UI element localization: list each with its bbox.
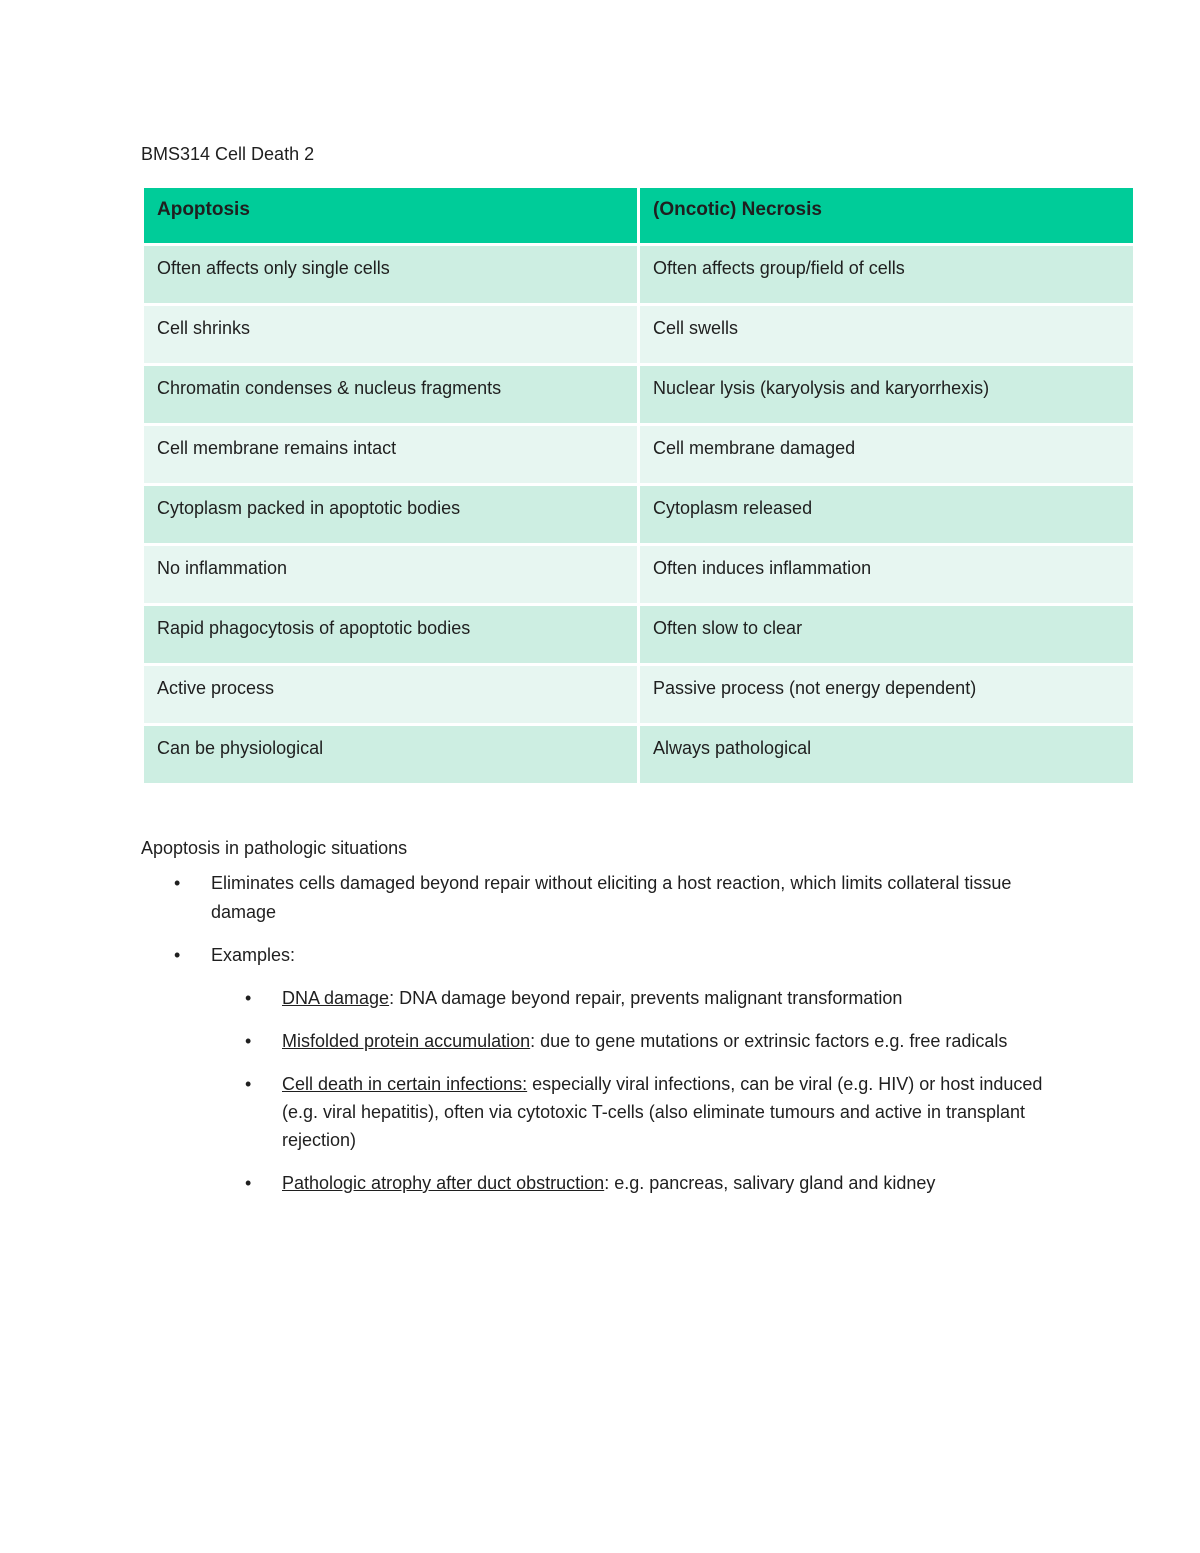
list-item [141,941,1081,1197]
table-cell: Rapid phagocytosis of apoptotic bodies [144,606,637,663]
table-cell: No inflammation [144,546,637,603]
table-cell: Cytoplasm released [640,486,1133,543]
bullet-icon: • [174,873,181,893]
table-cell: Cell membrane remains intact [144,426,637,483]
list-item-text: Eliminates cells damaged beyond repair without eliciting a host reaction, which limits collateral tissue damage [211,873,1012,922]
table-row [144,546,1133,603]
comparison-table [141,185,1136,786]
table-cell: Active process [144,666,637,723]
list-item [141,869,1081,927]
table-cell: Cell swells [640,306,1133,363]
example-term: Misfolded protein accumulation [282,1031,531,1051]
table-row [144,726,1133,783]
table-row [144,426,1133,483]
bullet-icon: • [245,1031,252,1051]
bullet-icon: • [245,1074,252,1094]
pathologic-apoptosis-section [141,838,1081,1212]
document-title: BMS314 Cell Death 2 [141,144,315,164]
example-item [141,1070,1081,1154]
table-cell: Chromatin condenses & nucleus fragments [144,366,637,423]
table-row [144,366,1133,423]
table-cell: Nuclear lysis (karyolysis and karyorrhexis) [640,366,1133,423]
example-term: Cell death in certain infections: [282,1074,528,1094]
example-text: : e.g. pancreas, salivary gland and kidney [604,1173,936,1193]
table-cell: Often affects only single cells [144,246,637,303]
table-cell: Cell shrinks [144,306,637,363]
example-term: DNA damage [282,988,390,1008]
example-item [141,1027,1081,1055]
table-row [144,666,1133,723]
table-row [144,246,1133,303]
table-row [144,606,1133,663]
examples-list [211,984,1081,1197]
example-text: : due to gene mutations or extrinsic factors e.g. free radicals [530,1031,1008,1051]
table-cell: Always pathological [640,726,1133,783]
table-row [144,486,1133,543]
example-text: especially viral infections, can be viral (e.g. HIV) or host induced (e.g. viral hepatitis), often via cytotoxic T-cells (also eliminate tumours and active in transplant rejection) [282,1074,1043,1150]
bullet-icon: • [245,988,252,1008]
table-cell: Passive process (not energy dependent) [640,666,1133,723]
table-cell: Cytoplasm packed in apoptotic bodies [144,486,637,543]
table-cell: Often induces inflammation [640,546,1133,603]
table-header-row [144,188,1133,243]
header-necrosis: (Oncotic) Necrosis [640,188,1133,243]
example-text: : DNA damage beyond repair, prevents malignant transformation [389,988,903,1008]
table-cell: Cell membrane damaged [640,426,1133,483]
table-row [144,306,1133,363]
example-term: Pathologic atrophy after duct obstruction [282,1173,605,1193]
table-cell: Often affects group/field of cells [640,246,1133,303]
section-heading: Apoptosis in pathologic situations [141,838,408,858]
bullet-icon: • [174,945,181,965]
header-apoptosis: Apoptosis [144,188,637,243]
example-item [141,1169,1081,1197]
list-item-text: Examples: [211,945,296,965]
table-cell: Can be physiological [144,726,637,783]
table-cell: Often slow to clear [640,606,1133,663]
bullet-icon: • [245,1173,252,1193]
bullet-list [141,869,1081,1197]
example-item [141,984,1081,1012]
